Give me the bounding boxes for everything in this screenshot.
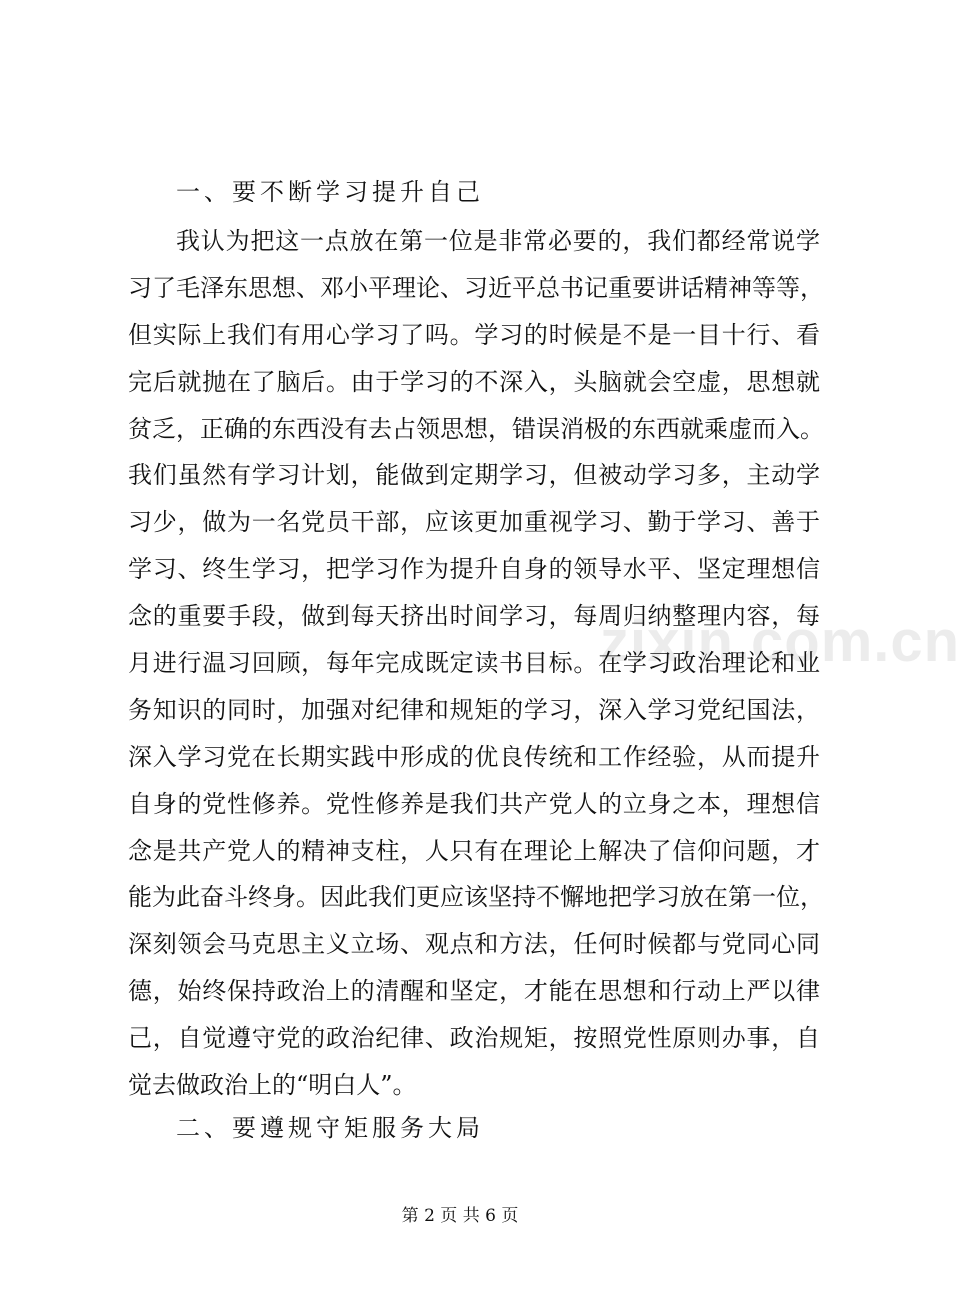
paragraph-line: 德，始终保持政治上的清醒和坚定，才能在思想和行动上严以律 bbox=[128, 977, 820, 1006]
paragraph-line: 习了毛泽东思想、邓小平理论、习近平总书记重要讲话精神等等， bbox=[128, 273, 824, 302]
watermark: zixin.com.cn bbox=[600, 609, 960, 674]
paragraph-line: 念是共产党人的精神支柱，人只有在理论上解决了信仰问题，才 bbox=[128, 836, 820, 865]
paragraph-line: 贫乏，正确的东西没有去占领思想，错误消极的东西就乘虚而入。 bbox=[128, 414, 824, 443]
paragraph-line: 能为此奋斗终身。因此我们更应该坚持不懈地把学习放在第一位， bbox=[128, 883, 824, 912]
paragraph-line: 自身的党性修养。党性修养是我们共产党人的立身之本，理想信 bbox=[128, 789, 820, 818]
paragraph-line: 月进行温习回顾，每年完成既定读书目标。在学习政治理论和业 bbox=[128, 649, 820, 678]
page-footer: 第 2 页 共 6 页 bbox=[401, 1206, 519, 1226]
paragraph-line: 觉去做政治上的“明白人”。 bbox=[128, 1071, 417, 1100]
paragraph-line: 己，自觉遵守党的政治纪律、政治规矩，按照党性原则办事，自 bbox=[128, 1024, 820, 1053]
paragraph-line: 完后就抛在了脑后。由于学习的不深入，头脑就会空虚，思想就 bbox=[128, 367, 820, 396]
paragraph-line: 深刻领会马克思主义立场、观点和方法，任何时候都与党同心同 bbox=[128, 930, 820, 959]
paragraph-line: 习少，做为一名党员干部，应该更加重视学习、勤于学习、善于 bbox=[128, 508, 820, 537]
paragraph-line: 念的重要手段，做到每天挤出时间学习，每周归纳整理内容，每 bbox=[128, 602, 820, 631]
paragraph-line: 但实际上我们有用心学习了吗。学习的时候是不是一目十行、看 bbox=[128, 320, 820, 349]
paragraph-line: 学习、终生学习，把学习作为提升自身的领导水平、坚定理想信 bbox=[128, 555, 820, 584]
paragraph-line: 务知识的同时，加强对纪律和规矩的学习，深入学习党纪国法， bbox=[128, 695, 820, 724]
paragraph-line: 我认为把这一点放在第一位是非常必要的，我们都经常说学 bbox=[176, 227, 820, 255]
paragraph bbox=[128, 218, 824, 1109]
section-heading-1: 一、要不断学习提升自己 bbox=[176, 178, 484, 206]
section-heading-2: 二、要遵规守矩服务大局 bbox=[176, 1114, 484, 1142]
paragraph-line: 深入学习党在长期实践中形成的优良传统和工作经验，从而提升 bbox=[128, 742, 820, 771]
paragraph-line: 我们虽然有学习计划，能做到定期学习，但被动学习多，主动学 bbox=[128, 461, 820, 490]
